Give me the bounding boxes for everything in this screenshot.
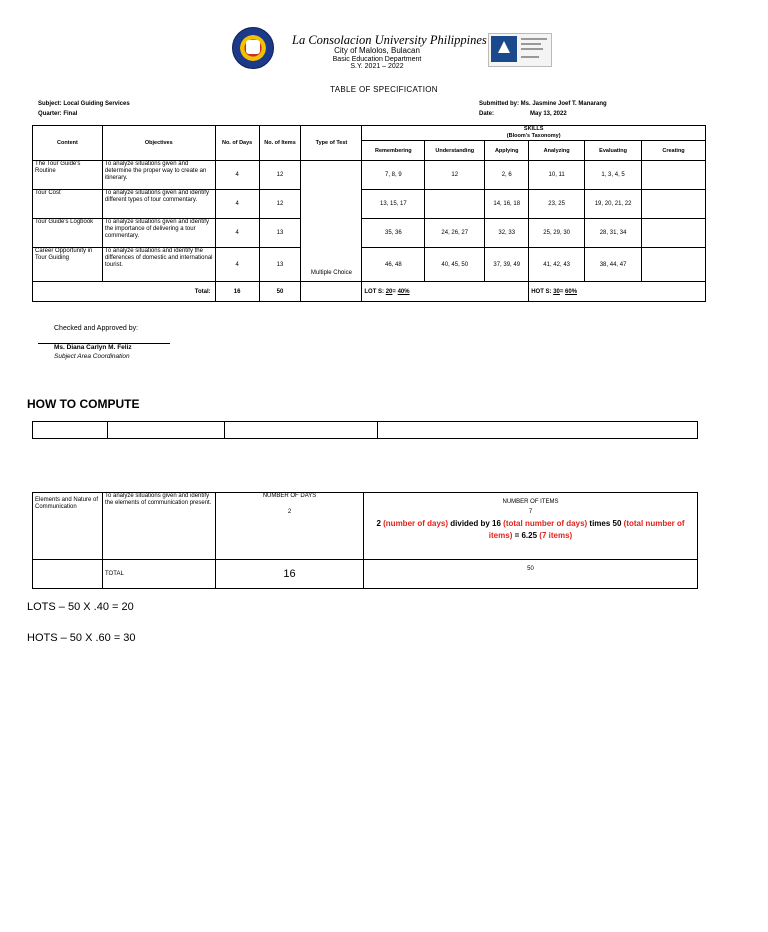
skill-cell: 38, 44, 47	[585, 248, 642, 282]
formula-part: = 6.25	[512, 531, 540, 540]
lots-percent: 40%	[397, 288, 410, 295]
row-objective: To analyze situations given and determine the proper way to create an itinerary.	[102, 161, 215, 190]
total-days: 16	[215, 282, 259, 302]
university-seal-logo	[232, 27, 274, 69]
skill-cell: 12	[425, 161, 485, 190]
type-of-test-cell: Multiple Choice	[301, 161, 362, 282]
row-days: 4	[215, 219, 259, 248]
formula-part: 2	[376, 519, 384, 528]
date-label: Date:	[479, 111, 495, 117]
items-value: 7	[528, 509, 533, 515]
department-line: Basic Education Department	[332, 56, 422, 63]
items-header: NUMBER OF ITEMS	[502, 499, 559, 505]
date-value: May 13, 2022	[530, 111, 567, 117]
skill-cell: 13, 15, 17	[362, 190, 425, 219]
items-formula	[366, 518, 695, 542]
document-title: TABLE OF SPECIFICATION	[330, 85, 438, 94]
blank-cell	[33, 422, 108, 439]
formula-part: divided by 16	[448, 519, 504, 528]
blank-cell	[108, 422, 225, 439]
skill-cell	[642, 219, 706, 248]
lots-prefix: LOT S:	[364, 288, 386, 295]
skill-cell: 37, 39, 49	[485, 248, 529, 282]
skill-cell	[425, 190, 485, 219]
header-analyzing: Analyzing	[529, 141, 585, 161]
subject-line: Subject: Local Guiding Services	[38, 101, 130, 107]
header-skills	[362, 126, 706, 141]
row-items: 12	[259, 190, 301, 219]
submitted-by-line: Submitted by: Ms. Jasmine Joef T. Manarang	[479, 101, 607, 107]
skills-label: SKILLS	[523, 126, 544, 132]
blank-cell	[378, 422, 698, 439]
header-objectives: Objectives	[102, 126, 215, 161]
compute-example-table	[32, 492, 698, 589]
taxonomy-label: (Bloom's Taxonomy)	[506, 133, 561, 139]
compute-total-days: 16	[216, 560, 364, 589]
row-days: 4	[215, 190, 259, 219]
blank-cell	[225, 422, 378, 439]
university-name: La Consolacion University Philippines	[292, 33, 487, 47]
hots-percent: 60%	[565, 288, 578, 295]
skill-cell: 19, 20, 21, 22	[585, 190, 642, 219]
lots-number: 20	[385, 288, 393, 295]
days-value: 2	[287, 509, 292, 515]
row-days: 4	[215, 248, 259, 282]
compute-total-items: 50	[364, 560, 698, 589]
empty-cell	[301, 282, 362, 302]
hots-summary: HOT S: 30= 60%	[529, 282, 706, 302]
example-items-cell	[364, 493, 698, 560]
table-row	[33, 161, 706, 190]
skill-cell: 10, 11	[529, 161, 585, 190]
row-content: Career Opportunity in Tour Guiding	[33, 248, 103, 282]
header-understanding: Understanding	[425, 141, 485, 161]
row-objective: To analyze situations given and identify the importance of delivering a tour commentary.	[102, 219, 215, 248]
skill-cell: 2, 6	[485, 161, 529, 190]
skill-cell: 24, 26, 27	[425, 219, 485, 248]
header-type-of-test: Type of Test	[301, 126, 362, 161]
days-header: NUMBER OF DAYS	[262, 493, 317, 499]
formula-part: (7 items)	[539, 531, 573, 540]
city-line: City of Malolos, Bulacan	[334, 46, 420, 55]
row-days: 4	[215, 161, 259, 190]
skill-cell: 32, 33	[485, 219, 529, 248]
header-content: Content	[33, 126, 103, 161]
skill-cell	[642, 190, 706, 219]
hots-prefix: HOT S:	[531, 288, 554, 295]
example-content: Elements and Nature of Communication	[33, 493, 103, 560]
row-objective: To analyze situations given and identify different types of tour commentary.	[102, 190, 215, 219]
total-row	[33, 282, 706, 302]
total-items: 50	[259, 282, 301, 302]
formula-part: (number of days)	[383, 519, 449, 528]
row-content: The Tour Guide's Routine	[33, 161, 103, 190]
skill-cell: 14, 16, 18	[485, 190, 529, 219]
row-items: 13	[259, 219, 301, 248]
header-applying: Applying	[485, 141, 529, 161]
header-evaluating: Evaluating	[585, 141, 642, 161]
row-items: 12	[259, 161, 301, 190]
example-days-cell	[216, 493, 364, 560]
row-objective: To analyze situations and identify the differences of domestic and international tourist.	[102, 248, 215, 282]
compute-total-label: TOTAL	[103, 560, 216, 589]
total-label: Total:	[33, 282, 216, 302]
row-content: Tour Cost	[33, 190, 103, 219]
school-year-line: S.Y. 2021 – 2022	[350, 63, 404, 70]
skill-cell: 25, 29, 30	[529, 219, 585, 248]
approval-label: Checked and Approved by:	[54, 325, 139, 332]
formula-part: (total number of days)	[503, 519, 588, 528]
lots-summary: LOT S: 20= 40%	[362, 282, 529, 302]
skill-cell: 40, 45, 50	[425, 248, 485, 282]
table-row	[33, 219, 706, 248]
hots-formula: HOTS – 50 X .60 = 30	[27, 632, 136, 644]
row-items: 13	[259, 248, 301, 282]
certification-badge-logo	[488, 33, 552, 67]
approver-role: Subject Area Coordination	[54, 353, 130, 360]
blank-table	[32, 421, 698, 439]
example-objective: To analyze situations given and identify the elements of communication present.	[103, 493, 216, 560]
skill-cell	[642, 248, 706, 282]
table-row	[33, 248, 706, 282]
skill-cell: 23, 25	[529, 190, 585, 219]
row-content: Tour Guide's Logbook	[33, 219, 103, 248]
table-row	[33, 190, 706, 219]
formula-part: times 50	[587, 519, 624, 528]
header-days: No. of Days	[215, 126, 259, 161]
blank-cell	[33, 560, 103, 589]
hots-number: 30	[553, 288, 560, 295]
how-to-compute-heading: HOW TO COMPUTE	[27, 397, 140, 411]
skill-cell: 1, 3, 4, 5	[585, 161, 642, 190]
header-items: No. of Items	[259, 126, 301, 161]
skill-cell: 41, 42, 43	[529, 248, 585, 282]
skill-cell: 46, 48	[362, 248, 425, 282]
quarter-line: Quarter: Final	[38, 111, 78, 117]
header-creating: Creating	[642, 141, 706, 161]
approver-name: Ms. Diana Carlyn M. Feliz	[54, 344, 132, 351]
specification-table	[32, 125, 706, 302]
skill-cell: 35, 36	[362, 219, 425, 248]
skill-cell	[642, 161, 706, 190]
formula-part: (total number of items)	[488, 519, 685, 540]
skill-cell: 7, 8, 9	[362, 161, 425, 190]
lots-formula: LOTS – 50 X .40 = 20	[27, 601, 134, 613]
skill-cell: 28, 31, 34	[585, 219, 642, 248]
header-remembering: Remembering	[362, 141, 425, 161]
